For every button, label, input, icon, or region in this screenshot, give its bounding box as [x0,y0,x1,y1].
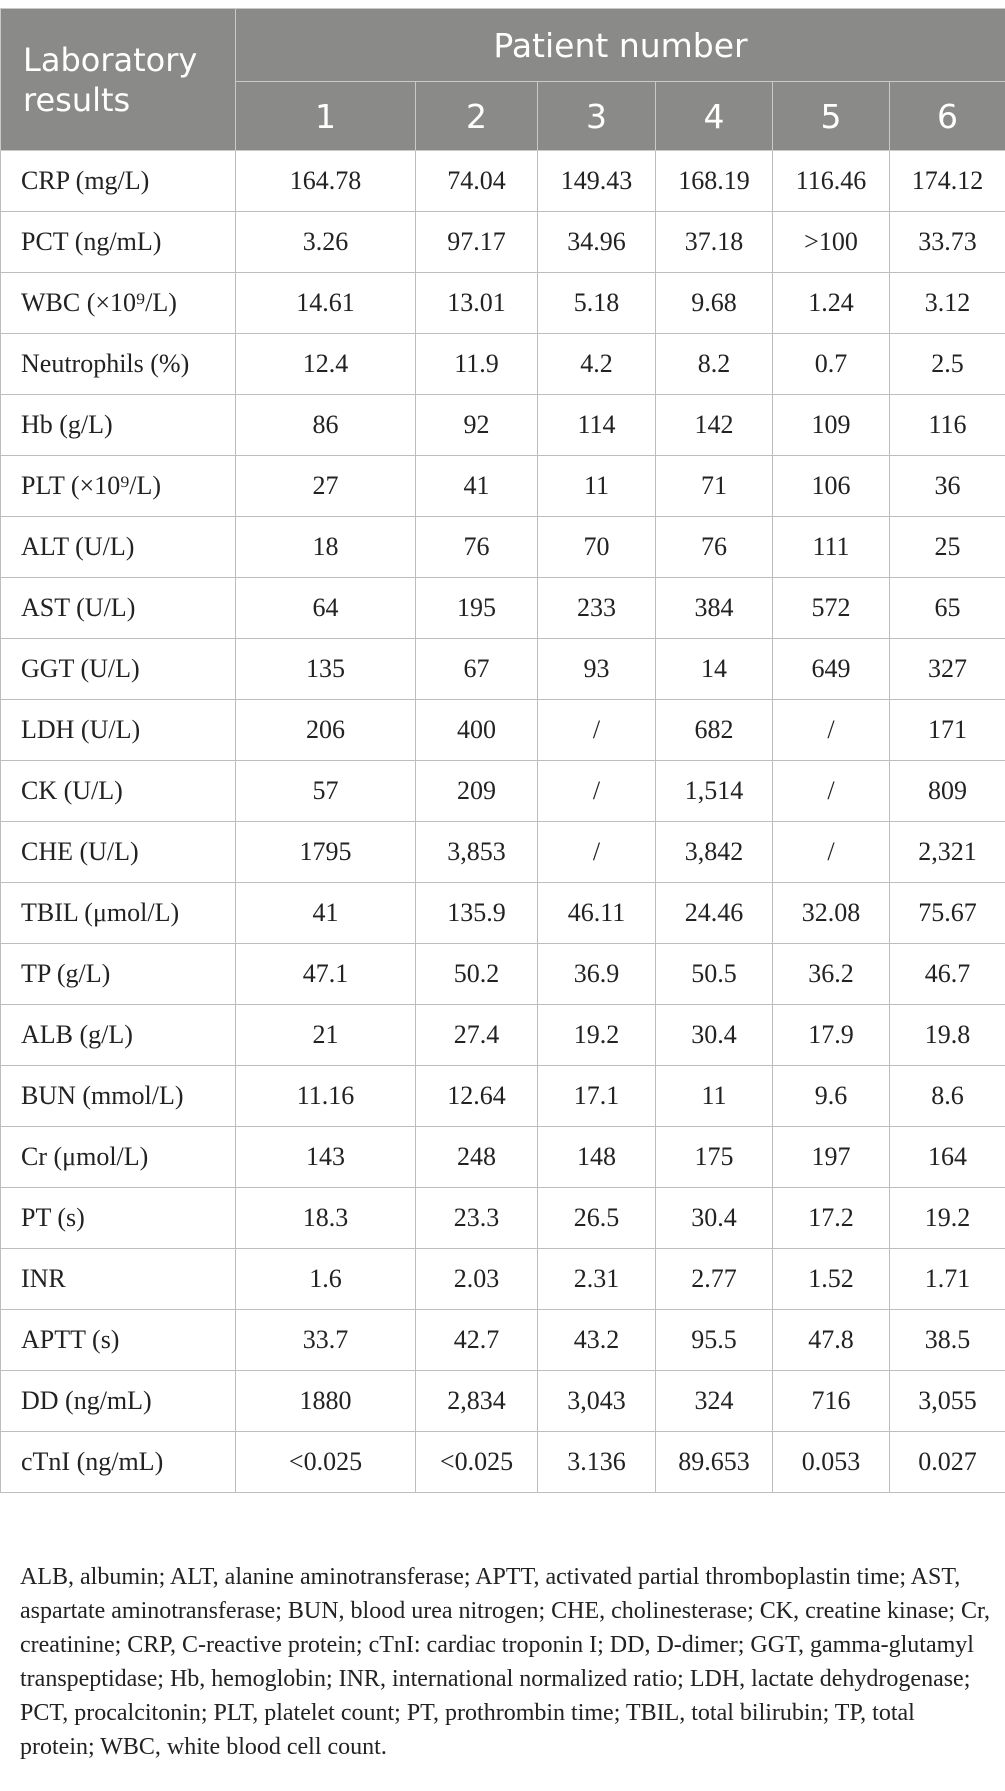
table-cell: 2.03 [416,1249,538,1310]
lab-results-table [0,8,1005,1493]
table-cell: 164 [890,1127,1005,1188]
patient-column-header: 4 [656,82,773,151]
table-cell: 11.16 [236,1066,416,1127]
table-cell: 9.6 [773,1066,890,1127]
table-cell: 34.96 [538,212,656,273]
table-cell: 46.11 [538,883,656,944]
table-row [1,1188,1005,1249]
table-cell: 3.12 [890,273,1005,334]
table-row [1,639,1005,700]
table-cell: 92 [416,395,538,456]
table-cell: 86 [236,395,416,456]
table-cell: 11 [538,456,656,517]
row-label: PCT (ng/mL) [1,212,236,273]
table-row [1,700,1005,761]
table-cell: 135.9 [416,883,538,944]
table-cell: 233 [538,578,656,639]
table-cell: 93 [538,639,656,700]
row-label: PT (s) [1,1188,236,1249]
table-cell: 30.4 [656,1188,773,1249]
table-cell: 47.1 [236,944,416,1005]
table-footnote: ALB, albumin; ALT, alanine aminotransferase; APTT, activated partial thromboplastin time; AST, aspartate aminotransferase; BUN, blood urea nitrogen; CHE, cholinesterase; CK, creatine kinase; Cr, creatinine; CRP, C-reactive protein; cTnI: cardiac troponin I; DD, D-dimer; GGT, gamma-glutamyl transpeptidase; Hb, hemoglobin; INR, international normalized ratio; LDH, lactate dehydrogenase; PCT, procalcitonin; PLT, platelet count; PT, prothrombin time; TBIL, total bilirubin; TP, total protein; WBC, white blood cell count. [20,1564,991,1760]
table-cell: / [773,822,890,883]
table-cell: 2.5 [890,334,1005,395]
table-cell: 41 [236,883,416,944]
table-cell: 116 [890,395,1005,456]
row-label: PLT (×10⁹/L) [1,456,236,517]
table-cell: 8.6 [890,1066,1005,1127]
row-label: ALT (U/L) [1,517,236,578]
table-cell: 18.3 [236,1188,416,1249]
table-row [1,944,1005,1005]
patient-column-header: 5 [773,82,890,151]
table-cell: 74.04 [416,151,538,212]
table-cell: 23.3 [416,1188,538,1249]
row-label: cTnI (ng/mL) [1,1432,236,1493]
table-cell: / [538,700,656,761]
table-cell: 36 [890,456,1005,517]
patient-number-header: Patient number [236,9,1005,82]
table-header [1,9,1005,151]
table-cell: 572 [773,578,890,639]
table-cell: 2.31 [538,1249,656,1310]
table-cell: / [773,700,890,761]
table-cell: / [538,822,656,883]
table-cell: 25 [890,517,1005,578]
table-cell: 2,321 [890,822,1005,883]
table-cell: 27 [236,456,416,517]
table-cell: 89.653 [656,1432,773,1493]
table-row [1,1005,1005,1066]
table-cell: / [773,761,890,822]
table-row [1,334,1005,395]
table-cell: 76 [416,517,538,578]
table-cell: 24.46 [656,883,773,944]
table-cell: 149.43 [538,151,656,212]
table-row [1,822,1005,883]
table-cell: 3,853 [416,822,538,883]
table-cell: 171 [890,700,1005,761]
table-cell: 400 [416,700,538,761]
table-row [1,1127,1005,1188]
table-cell: 327 [890,639,1005,700]
row-label: BUN (mmol/L) [1,1066,236,1127]
table-cell: 41 [416,456,538,517]
table-cell: 76 [656,517,773,578]
row-label: APTT (s) [1,1310,236,1371]
table-cell: 17.1 [538,1066,656,1127]
table-row [1,517,1005,578]
table-cell: 71 [656,456,773,517]
table-cell: 197 [773,1127,890,1188]
table-cell: 36.9 [538,944,656,1005]
table-cell: 2.77 [656,1249,773,1310]
table-cell: 135 [236,639,416,700]
table-cell: 27.4 [416,1005,538,1066]
row-label: LDH (U/L) [1,700,236,761]
table-cell: 97.17 [416,212,538,273]
row-label: TP (g/L) [1,944,236,1005]
row-label: ALB (g/L) [1,1005,236,1066]
table-cell: 14.61 [236,273,416,334]
table-row [1,578,1005,639]
table-cell: 30.4 [656,1005,773,1066]
table-row [1,1432,1005,1493]
table-cell: 109 [773,395,890,456]
table-cell: 209 [416,761,538,822]
table-row [1,883,1005,944]
table-cell: <0.025 [416,1432,538,1493]
table-cell: 36.2 [773,944,890,1005]
table-cell: 13.01 [416,273,538,334]
table-cell: 11 [656,1066,773,1127]
table-cell: 248 [416,1127,538,1188]
table-cell: 3.26 [236,212,416,273]
table-cell: 11.9 [416,334,538,395]
table-cell: 65 [890,578,1005,639]
table-cell: 3.136 [538,1432,656,1493]
table-cell: 1795 [236,822,416,883]
table-cell: 0.027 [890,1432,1005,1493]
row-label: DD (ng/mL) [1,1371,236,1432]
table-cell: 21 [236,1005,416,1066]
table-cell: 37.18 [656,212,773,273]
table-cell: 148 [538,1127,656,1188]
table-cell: 18 [236,517,416,578]
table-cell: 384 [656,578,773,639]
table-cell: 33.7 [236,1310,416,1371]
table-cell: 206 [236,700,416,761]
table-cell: 12.64 [416,1066,538,1127]
table-cell: 1.71 [890,1249,1005,1310]
table-body [1,151,1005,1493]
table-cell: 43.2 [538,1310,656,1371]
table-cell: 1.52 [773,1249,890,1310]
table-cell: 142 [656,395,773,456]
table-cell: 175 [656,1127,773,1188]
table-cell: 67 [416,639,538,700]
table-cell: 9.68 [656,273,773,334]
table-cell: 14 [656,639,773,700]
table-cell: 46.7 [890,944,1005,1005]
row-label: Hb (g/L) [1,395,236,456]
patient-column-header: 6 [890,82,1005,151]
table-cell: 3,842 [656,822,773,883]
table-cell: 1.24 [773,273,890,334]
table-cell: 57 [236,761,416,822]
table-row [1,761,1005,822]
table-cell: 2,834 [416,1371,538,1432]
row-label: INR [1,1249,236,1310]
table-cell: 8.2 [656,334,773,395]
row-label: Neutrophils (%) [1,334,236,395]
table-cell: 32.08 [773,883,890,944]
table-row [1,212,1005,273]
table-cell: / [538,761,656,822]
table-cell: 70 [538,517,656,578]
table-cell: 75.67 [890,883,1005,944]
patient-column-header: 2 [416,82,538,151]
table-cell: >100 [773,212,890,273]
table-cell: 17.9 [773,1005,890,1066]
table-cell: 42.7 [416,1310,538,1371]
table-cell: 174.12 [890,151,1005,212]
table-cell: 95.5 [656,1310,773,1371]
table-cell: 26.5 [538,1188,656,1249]
table-cell: 324 [656,1371,773,1432]
table-cell: 19.2 [538,1005,656,1066]
table-cell: 1,514 [656,761,773,822]
table-cell: 3,055 [890,1371,1005,1432]
table-cell: 116.46 [773,151,890,212]
table-cell: 195 [416,578,538,639]
row-label: Cr (μmol/L) [1,1127,236,1188]
table-cell: 4.2 [538,334,656,395]
table-cell: 50.5 [656,944,773,1005]
table-row [1,456,1005,517]
patient-column-header: 3 [538,82,656,151]
row-label: WBC (×10⁹/L) [1,273,236,334]
table-cell: 716 [773,1371,890,1432]
table-cell: 649 [773,639,890,700]
table-cell: 38.5 [890,1310,1005,1371]
table-cell: 682 [656,700,773,761]
patient-column-header: 1 [236,82,416,151]
table-cell: 111 [773,517,890,578]
laboratory-results-header: Laboratory results [1,9,236,151]
row-label: CRP (mg/L) [1,151,236,212]
table-cell: 12.4 [236,334,416,395]
table-cell: 17.2 [773,1188,890,1249]
table-row [1,1310,1005,1371]
table-cell: 106 [773,456,890,517]
table-cell: 1.6 [236,1249,416,1310]
table-cell: 19.8 [890,1005,1005,1066]
table-cell: 114 [538,395,656,456]
table-cell: 164.78 [236,151,416,212]
table-cell: 5.18 [538,273,656,334]
table-cell: 1880 [236,1371,416,1432]
table-cell: 168.19 [656,151,773,212]
table-cell: 3,043 [538,1371,656,1432]
table-cell: 0.7 [773,334,890,395]
lab-results-table-container [0,8,1005,1493]
table-cell: 809 [890,761,1005,822]
table-cell: 50.2 [416,944,538,1005]
table-cell: 64 [236,578,416,639]
table-row [1,1249,1005,1310]
row-label: GGT (U/L) [1,639,236,700]
table-cell: 143 [236,1127,416,1188]
table-cell: 0.053 [773,1432,890,1493]
row-label: CHE (U/L) [1,822,236,883]
table-row [1,273,1005,334]
table-cell: <0.025 [236,1432,416,1493]
table-cell: 47.8 [773,1310,890,1371]
row-label: TBIL (μmol/L) [1,883,236,944]
table-row [1,151,1005,212]
row-label: AST (U/L) [1,578,236,639]
table-row [1,395,1005,456]
table-row [1,1066,1005,1127]
table-cell: 33.73 [890,212,1005,273]
table-row [1,1371,1005,1432]
table-cell: 19.2 [890,1188,1005,1249]
row-label: CK (U/L) [1,761,236,822]
